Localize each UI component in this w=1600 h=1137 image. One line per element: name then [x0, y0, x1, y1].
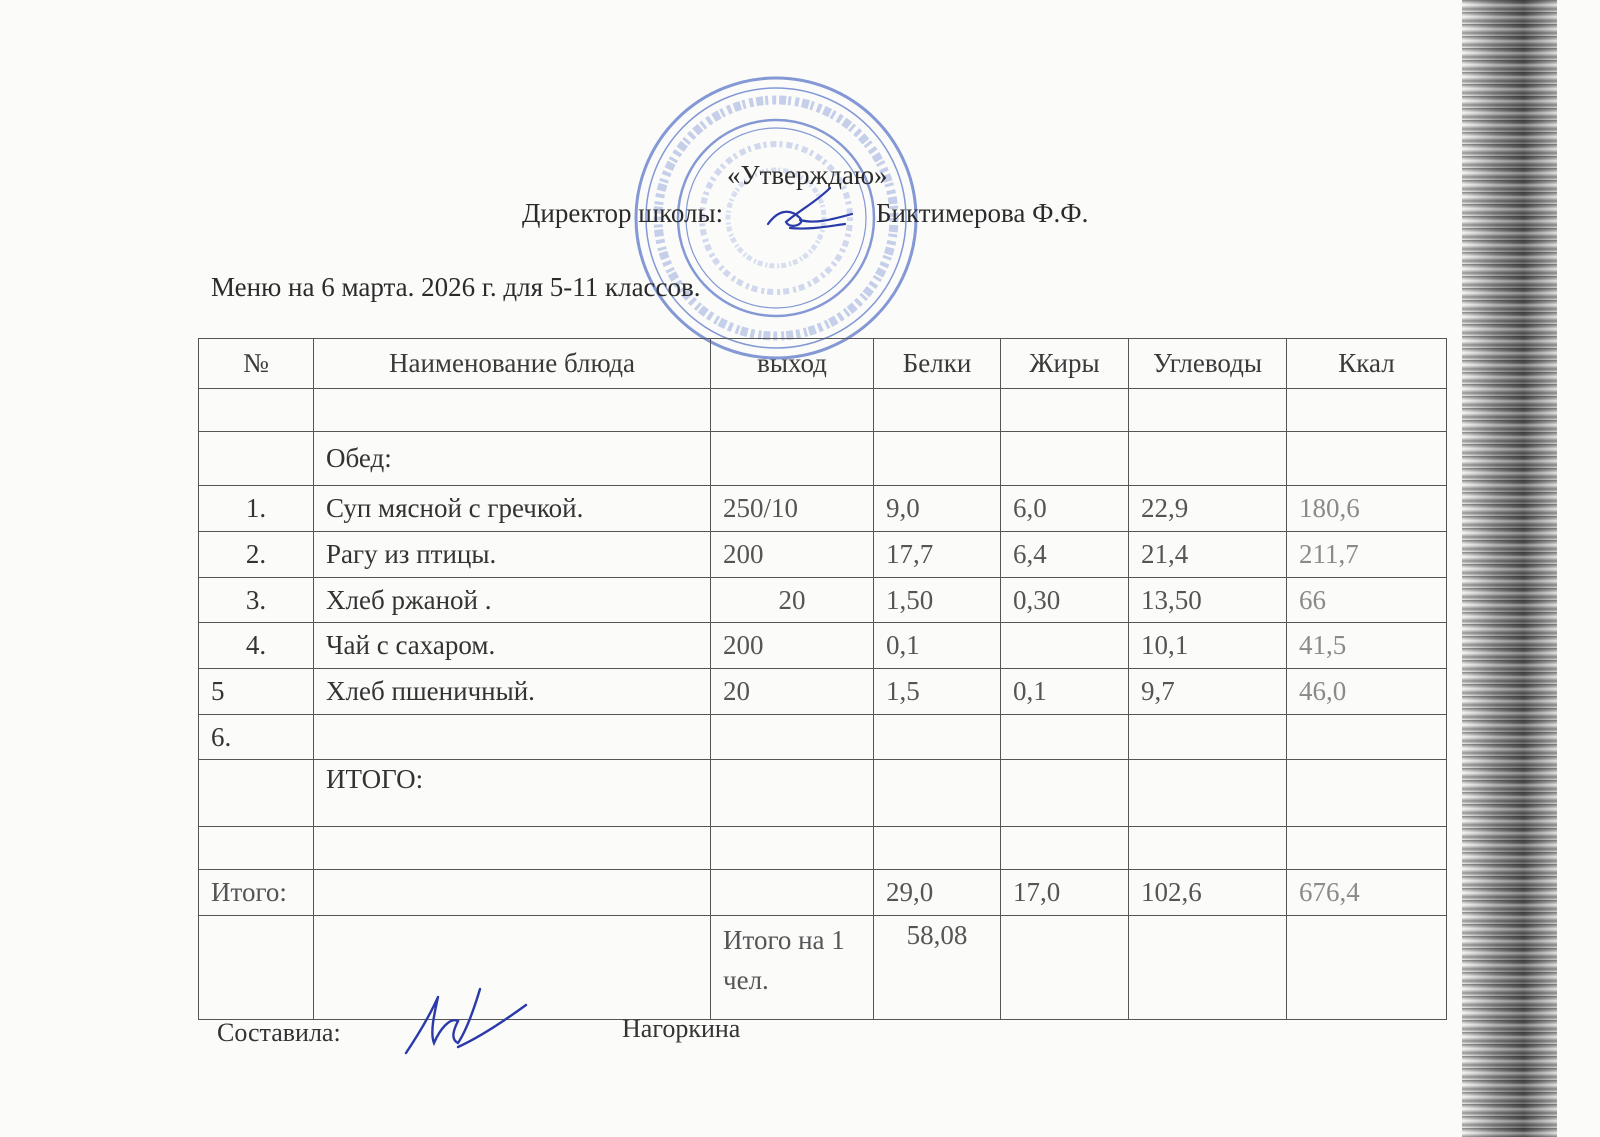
row-carbs: 10,1 [1129, 623, 1287, 669]
row-protein: 9,0 [874, 486, 1001, 532]
row-protein: 1,50 [874, 577, 1001, 623]
header-num: № [199, 339, 314, 389]
table-row [199, 669, 1447, 715]
row-fat: 6,4 [1001, 532, 1129, 578]
row-num: 1. [199, 486, 314, 532]
row-output: 200 [711, 532, 874, 578]
empty-row [199, 388, 1447, 432]
row-fat: 6,0 [1001, 486, 1129, 532]
header-carbs: Углеводы [1129, 339, 1287, 389]
scan-edge-artifact [1462, 0, 1557, 1137]
row-fat: 0,30 [1001, 577, 1129, 623]
row-kcal [1287, 714, 1447, 760]
section-lunch-label: Обед: [314, 432, 711, 486]
empty-row [199, 826, 1447, 870]
row-dish: Чай с сахаром. [314, 623, 711, 669]
row-protein: 0,1 [874, 623, 1001, 669]
row-kcal: 66 [1287, 577, 1447, 623]
table-row [199, 577, 1447, 623]
row-dish: Хлеб ржаной . [314, 577, 711, 623]
row-carbs: 9,7 [1129, 669, 1287, 715]
total-protein: 29,0 [874, 870, 1001, 916]
header-dish: Наименование блюда [314, 339, 711, 389]
row-num: 5 [199, 669, 314, 715]
row-output: 20 [711, 577, 874, 623]
row-num: 4. [199, 623, 314, 669]
row-protein: 1,5 [874, 669, 1001, 715]
table-row [199, 623, 1447, 669]
row-fat [1001, 714, 1129, 760]
row-carbs: 21,4 [1129, 532, 1287, 578]
row-kcal: 180,6 [1287, 486, 1447, 532]
total-row [199, 870, 1447, 916]
director-label: Директор школы: [522, 198, 724, 228]
row-dish: Суп мясной с гречкой. [314, 486, 711, 532]
row-carbs: 13,50 [1129, 577, 1287, 623]
composer-signature-icon [400, 985, 530, 1060]
table-row [199, 486, 1447, 532]
row-num: 3. [199, 577, 314, 623]
row-kcal: 211,7 [1287, 532, 1447, 578]
composed-by-label: Составила: [217, 1018, 341, 1047]
section-row [199, 432, 1447, 486]
subtotal-row [199, 760, 1447, 826]
row-protein: 17,7 [874, 532, 1001, 578]
row-dish [314, 714, 711, 760]
row-output: 20 [711, 669, 874, 715]
per-person-label: Итого на 1 чел. [711, 916, 874, 1020]
row-carbs: 22,9 [1129, 486, 1287, 532]
row-num: 2. [199, 532, 314, 578]
director-signature-icon [760, 180, 860, 240]
composer-name: Нагоркина [622, 1014, 741, 1043]
header-output: выход [711, 339, 874, 389]
row-kcal: 41,5 [1287, 623, 1447, 669]
row-kcal: 46,0 [1287, 669, 1447, 715]
total-label: Итого: [199, 870, 314, 916]
table-row [199, 532, 1447, 578]
row-output: 200 [711, 623, 874, 669]
subtotal-label: ИТОГО: [314, 760, 711, 826]
row-num: 6. [199, 714, 314, 760]
menu-table [198, 338, 1447, 1020]
menu-title: Меню на 6 марта. 2026 г. для 5-11 классов. [211, 272, 701, 302]
row-protein [874, 714, 1001, 760]
approval-heading: «Утверждаю» [727, 160, 888, 190]
total-carbs: 102,6 [1129, 870, 1287, 916]
row-output: 250/10 [711, 486, 874, 532]
row-dish: Хлеб пшеничный. [314, 669, 711, 715]
per-person-row [199, 916, 1447, 1020]
row-fat [1001, 623, 1129, 669]
per-person-value: 58,08 [874, 916, 1001, 1020]
header-fat: Жиры [1001, 339, 1129, 389]
table-header-row [199, 339, 1447, 389]
header-protein: Белки [874, 339, 1001, 389]
total-kcal: 676,4 [1287, 870, 1447, 916]
row-dish: Рагу из птицы. [314, 532, 711, 578]
table-row [199, 714, 1447, 760]
total-fat: 17,0 [1001, 870, 1129, 916]
director-name: Биктимерова Ф.Ф. [876, 198, 1089, 228]
row-fat: 0,1 [1001, 669, 1129, 715]
header-kcal: Ккал [1287, 339, 1447, 389]
row-carbs [1129, 714, 1287, 760]
row-output [711, 714, 874, 760]
